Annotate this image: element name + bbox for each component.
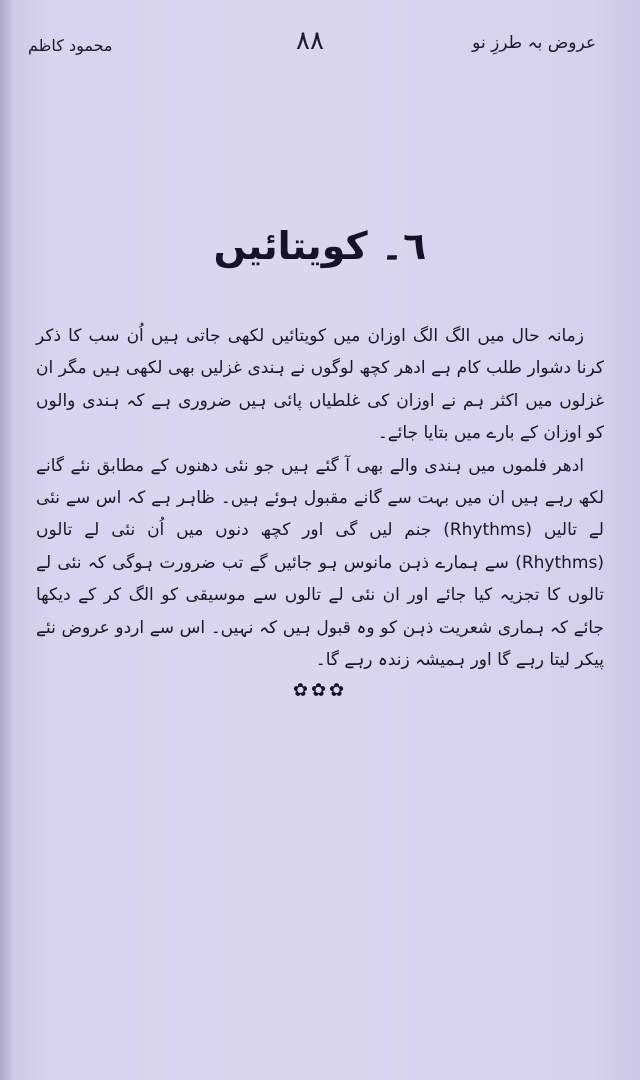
- paragraph: ادھر فلموں میں ہندی والے بھی آ گئے ہیں جو نئی دھنوں کے مطابق نئے گانے لکھ رہے ہیں ان میں بہت سے گانے مقبول ہوئے ہیں۔ ظاہر ہے کہ اس سے نئی لے تالیں (Rhythms) جنم لیں گی اور کچھ دنوں میں اُن نئی لے تالوں (Rhythms) سے ہمارے ذہن مانوس ہو جائیں گے تب ضرورت ہوگی کہ نئی لے تالوں کا تجزیہ کیا جائے اور ان نئی لے تالوں سے موسیقی کو الگ کر کے دیکھا جائے کہ ہماری شعریت ذہن کو وہ قبول ہیں کہ نہیں۔ اس سے اردو عروض نئے پیکر لیتا رہے گا اور ہمیشہ زندہ رہے گا۔: [36, 455, 604, 671]
- paragraph: زمانہ حال میں الگ الگ اوزان میں کویتائیں لکھی جاتی ہیں اُن سب کا ذکر کرنا دشوار طلب کام ہے ادھر کچھ لوگوں نے ہندی غزلیں بھی لکھی ہیں مگر ان غزلوں میں اکثر ہم نے اوزان کی غلطیاں پائی ہیں ضروری ہے کہ ہندی والوں کو اوزان کے بارے میں بتایا جائے۔: [36, 326, 604, 444]
- body-text: [36, 320, 604, 676]
- header-author: محمود کاظم: [28, 36, 113, 55]
- header-page-number: ۸۸: [296, 26, 324, 56]
- section-end-ornament: ✿✿✿: [292, 680, 348, 701]
- header-book-title: عروض بہ طرزِ نو: [472, 33, 596, 53]
- page-edge-shadow: [0, 0, 14, 1080]
- running-header: [28, 26, 596, 66]
- chapter-title: ٦۔ کویتائیں: [213, 224, 427, 268]
